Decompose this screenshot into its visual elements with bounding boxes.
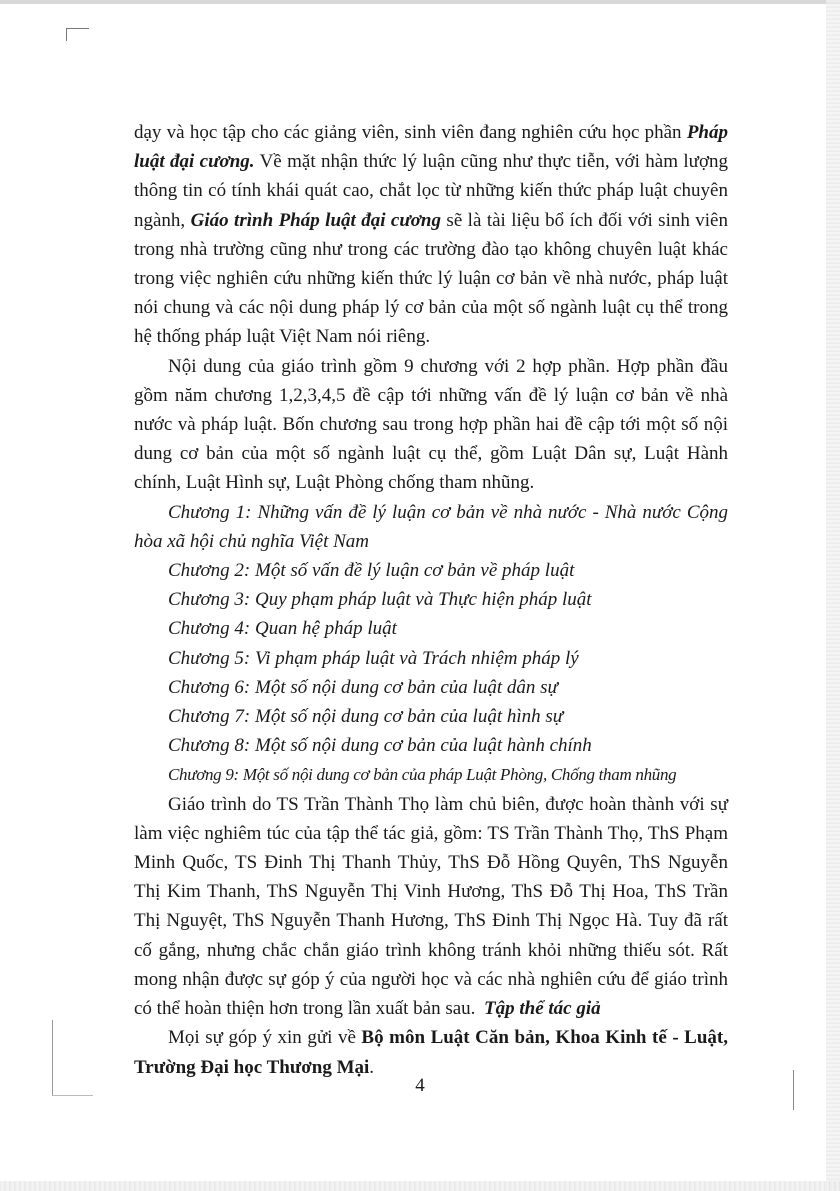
chapter-8: Chương 8: Một số nội dung cơ bản của luật hành chính — [168, 735, 592, 757]
paragraph-contact-part-1: Mọi sự góp ý xin gửi về — [168, 1027, 362, 1049]
scan-corner-mark — [66, 28, 89, 41]
book-title-full: Giáo trình Pháp luật đại cương — [190, 209, 441, 231]
chapter-9: Chương 9: Một số nội dung cơ bản của pháp Luật Phòng, Chống tham nhũng — [168, 765, 677, 785]
body-text — [134, 118, 728, 1082]
chapter-2: Chương 2: Một số vấn đề lý luận cơ bản về pháp luật — [168, 560, 575, 582]
scan-top-edge — [0, 0, 840, 4]
chapter-5: Chương 5: Vi phạm pháp luật và Trách nhiệm pháp lý — [168, 647, 579, 669]
paragraph-contact — [134, 1023, 728, 1081]
chapter-4: Chương 4: Quan hệ pháp luật — [168, 618, 397, 640]
chapter-7: Chương 7: Một số nội dung cơ bản của luật hình sự — [168, 706, 564, 728]
paragraph-intro-part-1: dạy và học tập cho các giảng viên, sinh viên đang nghiên cứu học phần — [134, 122, 687, 143]
page-number: 4 — [415, 1075, 425, 1096]
chapter-3: Chương 3: Quy phạm pháp luật và Thực hiện pháp luật — [168, 589, 592, 611]
scan-bottom-edge — [0, 1181, 840, 1191]
book-title-short: Pháp luật đại cương. — [134, 122, 728, 173]
author-signature: Tập thể tác giả — [484, 998, 601, 1019]
paragraph-contact-part-2: . — [369, 1056, 375, 1078]
paragraph-authors: Giáo trình do TS Trần Thành Thọ làm chủ biên, được hoàn thành với sự làm việc nghiêm túc của tập thể tác giả, gồm: TS Trần Thành Thọ, ThS Phạm Minh Quốc, TS Đinh Thị Thanh Thủy, ThS Đỗ Hồng Quyên, ThS Nguyễn Thị Kim Thanh, ThS Nguyễn Thị Vinh Hương, ThS Đỗ Thị Hoa, ThS Trần Thị Nguyệt, ThS Nguyễn Thanh Hương, ThS Đinh Thị Ngọc Hà. Tuy đã rất cố gắng, nhưng chắc chắn giáo trình không tránh khỏi những thiếu sót. Rất mong nhận được sự góp ý của người học và các nhà nghiên cứu để giáo trình có thể hoàn thiện hơn trong lần xuất bản sau. — [134, 793, 728, 1020]
chapter-6: Chương 6: Một số nội dung cơ bản của luật dân sự — [168, 676, 558, 698]
paragraph-intro — [134, 118, 728, 352]
paragraph-intro-part-3: sẽ là tài liệu bổ ích đối với sinh viên trong nhà trường cũng như trong các trường đào tạo không chuyên luật khác trong việc nghiên cứu những kiến thức lý luận cơ bản về nhà nước, pháp luật nói chung và các nội dung pháp lý cơ bản của một số ngành luật cụ thể trong hệ thống pháp luật Việt Nam nói riêng. — [134, 209, 728, 348]
scan-right-edge — [826, 0, 840, 1191]
chapter-1: Chương 1: Những vấn đề lý luận cơ bản về nhà nước - Nhà nước Cộng hòa xã hội chủ nghĩa Việt Nam — [134, 501, 728, 552]
paragraph-intro-part-2: Về mặt nhận thức lý luận cũng như thực tiễn, với hàm lượng thông tin có tính khái quát cao, chắt lọc từ những kiến thức pháp luật chuyên ngành, — [134, 151, 729, 231]
paragraph-structure: Nội dung của giáo trình gồm 9 chương với 2 hợp phần. Hợp phần đầu gồm năm chương 1,2,3,4,5 đề cập tới những vấn đề lý luận cơ bản về nhà nước và pháp luật. Bốn chương sau trong hợp phần hai đề cập tới một số nội dung cơ bản của một số ngành luật cụ thể, gồm Luật Dân sự, Luật Hành chính, Luật Hình sự, Luật Phòng chống tham nhũng. — [134, 355, 728, 494]
contact-address: Bộ môn Luật Căn bản, Khoa Kinh tế - Luật, Trường Đại học Thương Mại — [134, 1027, 729, 1078]
